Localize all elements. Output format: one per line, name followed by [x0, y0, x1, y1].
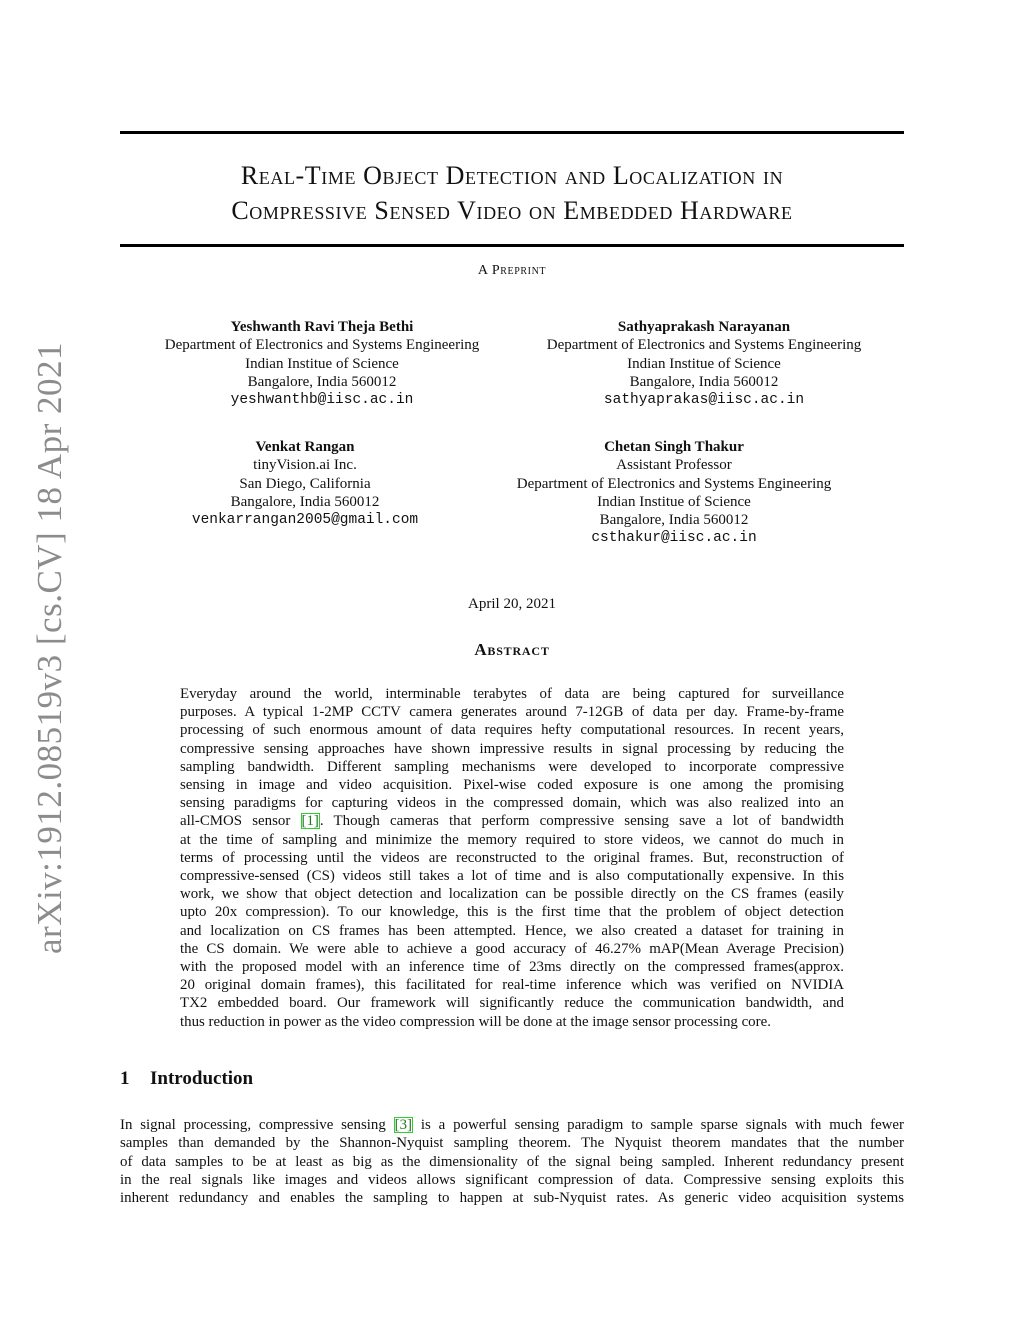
publication-date: April 20, 2021 — [468, 596, 556, 612]
author-affiliation: Indian Institue of Science — [245, 355, 399, 372]
abstract-line: upto 20x compression). To our knowledge, this is the first time that the problem of object detection — [180, 904, 844, 921]
abstract-text-fragment: all-CMOS sensor — [180, 813, 301, 830]
abstract-line: terms of processing until the videos are reconstructed to the original frames. But, reconstruction of — [180, 849, 844, 866]
intro-line: in the real signals like images and videos allows significant compression of data. Compressive sensing exploits this — [120, 1171, 904, 1188]
author-affiliation: tinyVision.ai Inc. — [253, 457, 357, 474]
intro-line: samples than demanded by the Shannon-Nyquist sampling theorem. The Nyquist theorem mandates that the number — [120, 1135, 904, 1152]
author-affiliation: Department of Electronics and Systems Engineering — [164, 337, 480, 354]
title-rule-top — [120, 131, 904, 134]
abstract-line: the CS domain. We were able to achieve a good accuracy of 46.27% mAP(Mean Average Precision) — [180, 940, 844, 957]
section-heading — [120, 1068, 253, 1090]
abstract-line: sensing paradigms for capturing videos in the compressed domain, which was also realized into an — [180, 795, 844, 812]
author-affiliation: Bangalore, India 560012 — [629, 373, 779, 390]
arxiv-identifier-text: arXiv:1912.08519v3 [cs.CV] 18 Apr 2021 — [30, 341, 70, 955]
abstract-heading: Abstract — [474, 640, 550, 659]
intro-line-with-citation — [120, 1116, 904, 1134]
abstract-line: work, we show that object detection and localization can be possible directly on the CS frames (easily — [180, 886, 844, 903]
author-affiliation: Department of Electronics and Systems Engineering — [516, 475, 832, 492]
abstract-line: processing of such enormous amount of data requires hefty computational resources. In recent years, — [180, 722, 844, 739]
intro-line: inherent redundancy and enables the sampling to happen at sub-Nyquist rates. As generic video acquisition systems — [120, 1190, 904, 1207]
author-affiliation: Bangalore, India 560012 — [230, 493, 380, 510]
section-title: Introduction — [150, 1068, 254, 1089]
paper-title-line-2: Compressive Sensed Video on Embedded Hardware — [231, 196, 793, 225]
paper-title-line-1: Real-Time Object Detection and Localization in — [240, 161, 784, 190]
title-rule-bottom — [120, 244, 904, 247]
abstract-line: purposes. A typical 1-2MP CCTV camera generates around 7-12GB of data per day. Frame-by-frame — [180, 704, 844, 721]
abstract-line: compressive-sensed (CS) videos still takes a lot of time and is also computationally expensive. In this — [180, 868, 844, 885]
abstract-line: 20 original domain frames), this facilitated for real-time inference which was verified on NVIDIA — [180, 977, 844, 994]
author-email[interactable]: csthakur@iisc.ac.in — [591, 530, 757, 547]
author-affiliation: San Diego, California — [239, 475, 371, 492]
abstract-line-with-citation — [180, 812, 844, 830]
preprint-label: A Preprint — [477, 263, 547, 278]
author-affiliation: Bangalore, India 560012 — [599, 512, 749, 529]
intro-text-fragment: is a powerful sensing paradigm to sample sparse signals with much fewer — [413, 1117, 904, 1133]
abstract-line: compressive sensing approaches have shown impressive results in signal processing by reducing the — [180, 740, 844, 757]
introduction-body — [120, 1116, 904, 1207]
abstract-line: thus reduction in power as the video compression will be done at the image sensor processing core. — [180, 1013, 771, 1030]
author-affiliation: Department of Electronics and Systems Engineering — [546, 337, 862, 354]
citation-link[interactable]: [3] — [394, 1117, 413, 1133]
author-affiliation: Bangalore, India 560012 — [247, 373, 397, 390]
abstract-line: and localization on CS frames has been attempted. Hence, we also created a dataset for training in — [180, 922, 844, 939]
author-name: Sathyaprakash Narayanan — [617, 319, 791, 335]
section-number: 1 — [120, 1068, 130, 1089]
citation-link[interactable]: [1] — [301, 813, 319, 830]
author-name: Yeshwanth Ravi Theja Bethi — [230, 319, 414, 335]
abstract-body — [180, 685, 844, 1031]
abstract-line: with the proposed model with an inference time of 23ms directly on the compressed frames(approx. — [180, 959, 844, 976]
author-block — [120, 438, 490, 529]
author-block — [504, 318, 904, 409]
intro-text-fragment: In signal processing, compressive sensing — [120, 1117, 394, 1133]
author-affiliation: Indian Institue of Science — [627, 355, 781, 372]
abstract-line: sampling bandwidth. Different sampling mechanisms were developed to incorporate compressive — [180, 758, 844, 775]
author-email[interactable]: yeshwanthb@iisc.ac.in — [230, 392, 414, 409]
author-name: Chetan Singh Thakur — [604, 439, 744, 455]
author-block — [120, 318, 524, 409]
author-name: Venkat Rangan — [255, 439, 355, 455]
author-affiliation: Assistant Professor — [616, 457, 732, 474]
arxiv-identifier — [28, 341, 72, 955]
abstract-text-fragment: . Though cameras that perform compressive sensing save a lot of bandwidth — [319, 813, 845, 830]
abstract-line: at the time of sampling and minimize the memory required to store videos, we cannot do much in — [180, 831, 844, 848]
author-block — [474, 438, 874, 548]
author-affiliation: Indian Institue of Science — [597, 493, 751, 510]
paper-title — [120, 158, 904, 228]
author-email[interactable]: venkarrangan2005@gmail.com — [191, 512, 419, 529]
intro-line: of data samples to be at least as big as the dimensionality of the signal being sampled. Inherent redundancy present — [120, 1153, 904, 1170]
abstract-line: Everyday around the world, interminable terabytes of data are being captured for surveillance — [180, 686, 844, 702]
abstract-line: sensing in image and video acquisition. Pixel-wise coded exposure is one among the promising — [180, 777, 844, 794]
abstract-line: TX2 embedded board. Our framework will significantly reduce the communication bandwidth, and — [180, 995, 844, 1012]
author-email[interactable]: sathyaprakas@iisc.ac.in — [603, 392, 805, 409]
